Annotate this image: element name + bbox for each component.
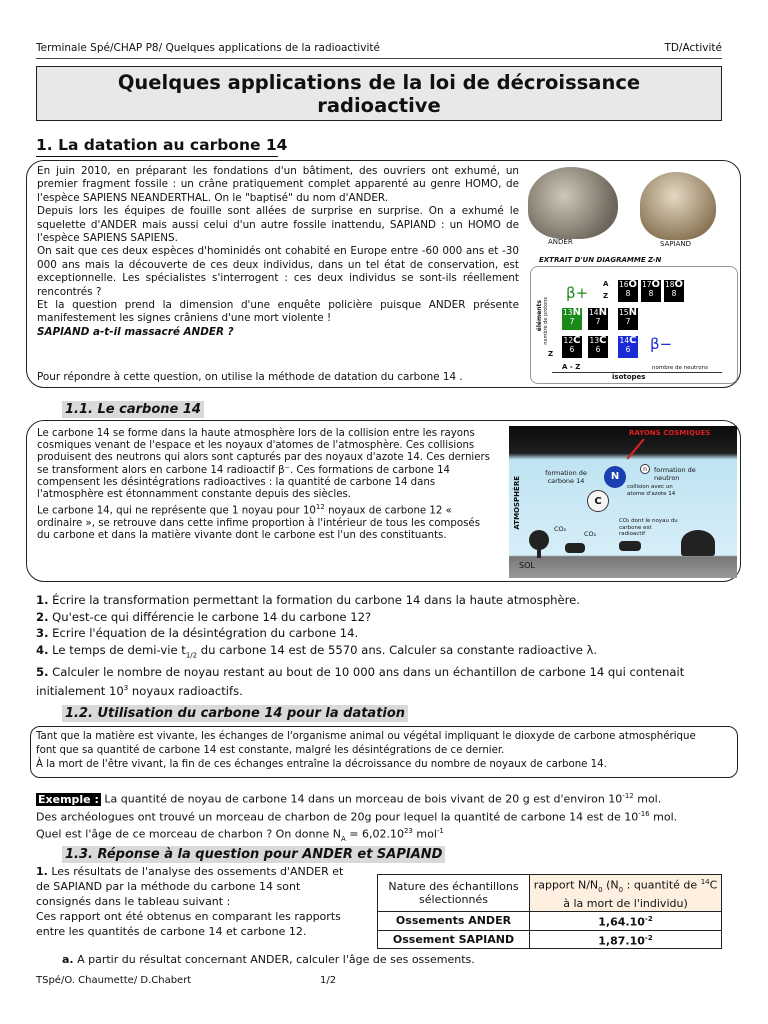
text-fragment: : quantité de bbox=[623, 878, 701, 892]
question-text: Ecrire l'équation de la désintégration du carbone 14. bbox=[52, 626, 359, 641]
intro-paragraph: Et la question prend la dimension d'une enquête policière puisque ANDER présente manifestement les signes crâniens d'une mort violente ! bbox=[37, 299, 519, 325]
title-line-2: radioactive bbox=[317, 94, 441, 117]
example-line-1 bbox=[36, 789, 746, 807]
zn-nuclide-cell: 16O 8 bbox=[618, 280, 638, 302]
formation-c14-label: formation de carbone 14 bbox=[545, 469, 587, 485]
zn-diagram-title: EXTRAIT D'UN DIAGRAMME Z-N bbox=[539, 256, 662, 264]
page-title bbox=[36, 66, 722, 121]
question-text: Écrire la transformation permettant la formation du carbone 14 dans la haute atmosphère. bbox=[52, 593, 580, 607]
table-header-cell bbox=[530, 875, 722, 912]
question-3 bbox=[36, 625, 736, 642]
carbon14-atom-icon: C bbox=[587, 490, 609, 512]
header-divider bbox=[36, 58, 722, 59]
intro-question: SAPIAND a-t-il massacré ANDER ? bbox=[37, 325, 234, 338]
c14-text bbox=[37, 428, 495, 542]
table-row bbox=[378, 930, 722, 949]
table-header-row bbox=[378, 875, 722, 912]
table-header-cell: Nature des échantillons sélectionnés bbox=[378, 875, 530, 912]
exponent: -1 bbox=[436, 827, 444, 836]
horse-icon bbox=[619, 541, 641, 551]
question-number: a. bbox=[62, 953, 74, 966]
intro-paragraph: En juin 2010, en préparant les fondations d'un bâtiment, des ouvriers ont exhumé, un premier fragment fossile : un crâne pratiquement complet apparenté au genre HOMO, de l'espèce SAPIENS NEANDERTHAL. On le "baptisé" du nom d'ANDER. bbox=[37, 165, 519, 204]
results-table bbox=[377, 874, 722, 949]
text-fragment: mol bbox=[412, 827, 437, 841]
text-fragment: Des archéologues ont trouvé un morceau de charbon de 20g pour lequel la quantité de carbone 14 est de 10 bbox=[36, 810, 639, 824]
text-fragment: Le carbone 14, qui ne représente que 1 noyau pour 10 bbox=[37, 505, 316, 517]
text-fragment: 1,64.10 bbox=[598, 915, 645, 929]
dating-line: À la mort de l'être vivant, la fin de ces échanges entraîne la décroissance du nombre de noyaux de carbone 14. bbox=[36, 759, 607, 770]
text-fragment: = 6,02.10 bbox=[345, 827, 404, 841]
dating-text bbox=[36, 730, 736, 772]
example-line-3 bbox=[36, 824, 746, 847]
text-fragment: La quantité de noyau de carbone 14 dans un morceau de bois vivant de 20 g est d'environ 10 bbox=[100, 792, 623, 806]
answer-line-2: Ces rapport ont été obtenus en comparant les rapports entre les quantités de carbone 14 et carbone 12. bbox=[36, 910, 341, 938]
question-4 bbox=[36, 642, 736, 664]
co2-label: CO₂ bbox=[584, 530, 597, 538]
table-cell bbox=[530, 930, 722, 949]
intro-text bbox=[37, 165, 519, 339]
intro-paragraph: Depuis lors les équipes de fouille sont allées de surprise en surprise. On a exhumé le squelette d'ANDER mais aussi celui d'un autre fossile inattendu, SAPIAND : un HOMO de l'espèce SAPIENS SAPIENS. bbox=[37, 205, 519, 245]
question-text: A partir du résultat concernant ANDER, calculer l'âge de ses ossements. bbox=[73, 953, 475, 966]
skull-sapiand-label: SAPIAND bbox=[660, 240, 692, 248]
header-left: Terminale Spé/CHAP P8/ Quelques applications de la radioactivité bbox=[36, 42, 380, 54]
question-number: 1. bbox=[36, 865, 48, 878]
zn-nuclide-cell: 14C 6 bbox=[618, 336, 638, 358]
neutron-icon: n bbox=[640, 464, 650, 474]
intro-paragraph: On sait que ces deux espèces d'hominidés ont cohabité en Europe entre -60 000 ans et -30 000 ans mais la découverte de ces deux individus, dans un tel état de conservation, est exceptionnelle. Les spécialistes s'interrogent : ces deux individus se sont-ils réellement rencontrés ? bbox=[37, 245, 519, 298]
question-text: noyaux radioactifs. bbox=[128, 684, 243, 699]
zn-nuclide-cell: 14N 7 bbox=[588, 308, 608, 330]
question-number: 3. bbox=[36, 626, 49, 641]
text-fragment: mol. bbox=[649, 810, 678, 824]
zn-nuclide-cell: 18O 8 bbox=[664, 280, 684, 302]
question-number: 4. bbox=[36, 642, 49, 657]
subscript: 0 bbox=[618, 885, 624, 894]
exponent: 23 bbox=[403, 827, 413, 836]
question-text: Le temps de demi-vie t bbox=[52, 642, 186, 657]
table-cell bbox=[530, 911, 722, 930]
question-number: 1. bbox=[36, 593, 49, 607]
page-header bbox=[36, 42, 722, 54]
table-row bbox=[378, 911, 722, 930]
collision-label: collision avec un atome d'azote 14 bbox=[627, 484, 676, 497]
zn-z-label: Z bbox=[603, 292, 609, 300]
table-cell: Ossements ANDER bbox=[378, 911, 530, 930]
zn-isotopes-label: isotopes bbox=[612, 373, 646, 381]
zn-axis-y: éléments bbox=[536, 300, 543, 332]
nitrogen-atom-icon: N bbox=[604, 466, 626, 488]
cosmic-ray-arrow bbox=[627, 438, 645, 459]
dating-line: Tant que la matière est vivante, les échanges de l'organisme animal ou végétal impliquant le dioxyde de carbone atmosphérique bbox=[36, 731, 696, 742]
skull-sapiand-image bbox=[640, 172, 716, 240]
question-number: 2. bbox=[36, 609, 49, 624]
question-text: Calculer le nombre de noyau restant au bout de 10 000 ans dans un échantillon de carbone 14 qui contenait initialement 10 bbox=[36, 664, 685, 699]
co2-label: CO₂ bbox=[554, 525, 567, 533]
c14-paragraph bbox=[37, 501, 495, 542]
text-fragment: Quel est l'âge de ce morceau de charbon ? On donne N bbox=[36, 827, 341, 841]
title-line-1: Quelques applications de la loi de décroissance bbox=[117, 71, 641, 94]
text-fragment: 1,87.10 bbox=[598, 934, 645, 948]
text-fragment: noyaux de carbone 12 « ordinaire », se retrouve dans cette infime proportion à l'intérieur de tous les composés du carbone et dans la matière vivante dont le carbone est l'un des constituants. bbox=[37, 505, 481, 542]
exponent: 3 bbox=[123, 684, 129, 693]
table-cell: Ossement SAPIAND bbox=[378, 930, 530, 949]
footer-page-number: 1/2 bbox=[320, 975, 337, 986]
exponent: -16 bbox=[638, 809, 650, 818]
exponent: -12 bbox=[622, 792, 634, 800]
subsection-1-2-title: 1.2. Utilisation du carbone 14 pour la datation bbox=[62, 705, 408, 722]
text-fragment: rapport N/N bbox=[533, 878, 599, 892]
question-5 bbox=[36, 664, 736, 700]
exponent: 14 bbox=[700, 878, 710, 886]
zn-axis-y2: nombre de protons bbox=[543, 297, 549, 345]
question-text: Qu'est-ce qui différencie le carbone 14 du carbone 12? bbox=[52, 609, 372, 624]
subsection-1-3-title: 1.3. Réponse à la question pour ANDER et SAPIAND bbox=[62, 846, 445, 863]
co2-radioactive-label: CO₂ dont le noyau du carbone est radioactif bbox=[619, 518, 678, 537]
atmosphere-label: ATMOSPHÈRE bbox=[513, 476, 521, 530]
beta-plus-label: β+ bbox=[566, 284, 589, 302]
exponent: -2 bbox=[644, 933, 653, 942]
zn-a-label: A bbox=[603, 280, 609, 288]
zn-nuclide-cell: 13N 7 bbox=[562, 308, 582, 330]
answer-text bbox=[36, 864, 354, 939]
cosmic-rays-label: RAYONS COSMIQUES bbox=[629, 429, 711, 437]
question-1 bbox=[36, 592, 736, 609]
text-fragment: (N bbox=[602, 878, 619, 892]
question-a bbox=[62, 953, 475, 966]
zn-axis-az: A - Z bbox=[562, 363, 581, 371]
question-number: 5. bbox=[36, 664, 49, 679]
subscript: 1/2 bbox=[185, 651, 198, 660]
header-right: TD/Activité bbox=[664, 42, 722, 54]
question-2 bbox=[36, 609, 736, 626]
exponent: 12 bbox=[315, 503, 325, 512]
example-block bbox=[36, 789, 746, 847]
dating-line: font que sa quantité de carbone 14 est constante, malgré les désintégrations de ce dernier. bbox=[36, 745, 505, 756]
skull-ander-image bbox=[528, 167, 618, 239]
beta-minus-label: β− bbox=[650, 335, 673, 353]
text-fragment: C à la mort de l'individu) bbox=[563, 878, 718, 910]
subsection-1-1-title: 1.1. Le carbone 14 bbox=[62, 401, 204, 418]
ground-label: SOL bbox=[519, 561, 535, 570]
cow-icon bbox=[565, 543, 585, 553]
zn-nuclide-cell: 15N 7 bbox=[618, 308, 638, 330]
zn-arrow bbox=[552, 372, 722, 373]
formation-neutron-label: formation de neutron bbox=[654, 466, 696, 482]
footer-authors: TSpé/O. Chaumette/ D.Chabert bbox=[36, 975, 192, 986]
intro-method: Pour répondre à cette question, on utilise la méthode de datation du carbone 14 . bbox=[37, 371, 463, 383]
text-fragment: Les résultats de l'analyse des ossements d'ANDER et de SAPIAND par la méthode du carbone 14 sont consignés dans le tableau suivant : bbox=[36, 865, 344, 908]
answer-line-1 bbox=[36, 864, 354, 909]
tree-trunk-icon bbox=[537, 546, 541, 558]
section-1-title: 1. La datation au carbone 14 bbox=[36, 136, 288, 154]
example-label: Exemple : bbox=[38, 792, 99, 806]
oak-tree-icon bbox=[681, 530, 715, 556]
section-1-underline bbox=[36, 156, 278, 157]
example-line-2 bbox=[36, 807, 746, 825]
subscript: A bbox=[340, 835, 346, 844]
questions-list bbox=[36, 592, 736, 700]
atmosphere-illustration bbox=[509, 426, 737, 578]
zn-axis-z: Z bbox=[548, 350, 554, 358]
zn-nuclide-cell: 13C 6 bbox=[588, 336, 608, 358]
c14-paragraph: Le carbone 14 se forme dans la haute atmosphère lors de la collision entre les rayons cosmiques venant de l'espace et les noyaux d'atomes de l'atmosphère. Ces collisions produisent des neutrons qui alors sont capturés par des noyaux d'azote 14. Ces derniers se transforment alors en carbone 14 radioactif β⁻. Ces formations de carbone 14 compensent les désintégrations radioactives : la quantité de carbone 14 dans l'atmosphère est étonnamment constante depuis des siècles. bbox=[37, 428, 490, 501]
subscript: 0 bbox=[598, 885, 603, 894]
exponent: -2 bbox=[644, 914, 653, 923]
zn-nuclide-cell: 17O 8 bbox=[641, 280, 661, 302]
text-fragment: mol. bbox=[633, 792, 662, 806]
zn-axis-n: nombre de neutrons bbox=[652, 365, 708, 371]
question-text: du carbone 14 est de 5570 ans. Calculer sa constante radioactive λ. bbox=[197, 642, 598, 657]
zn-nuclide-cell: 12C 6 bbox=[562, 336, 582, 358]
skull-ander-label: ANDER bbox=[548, 238, 573, 246]
